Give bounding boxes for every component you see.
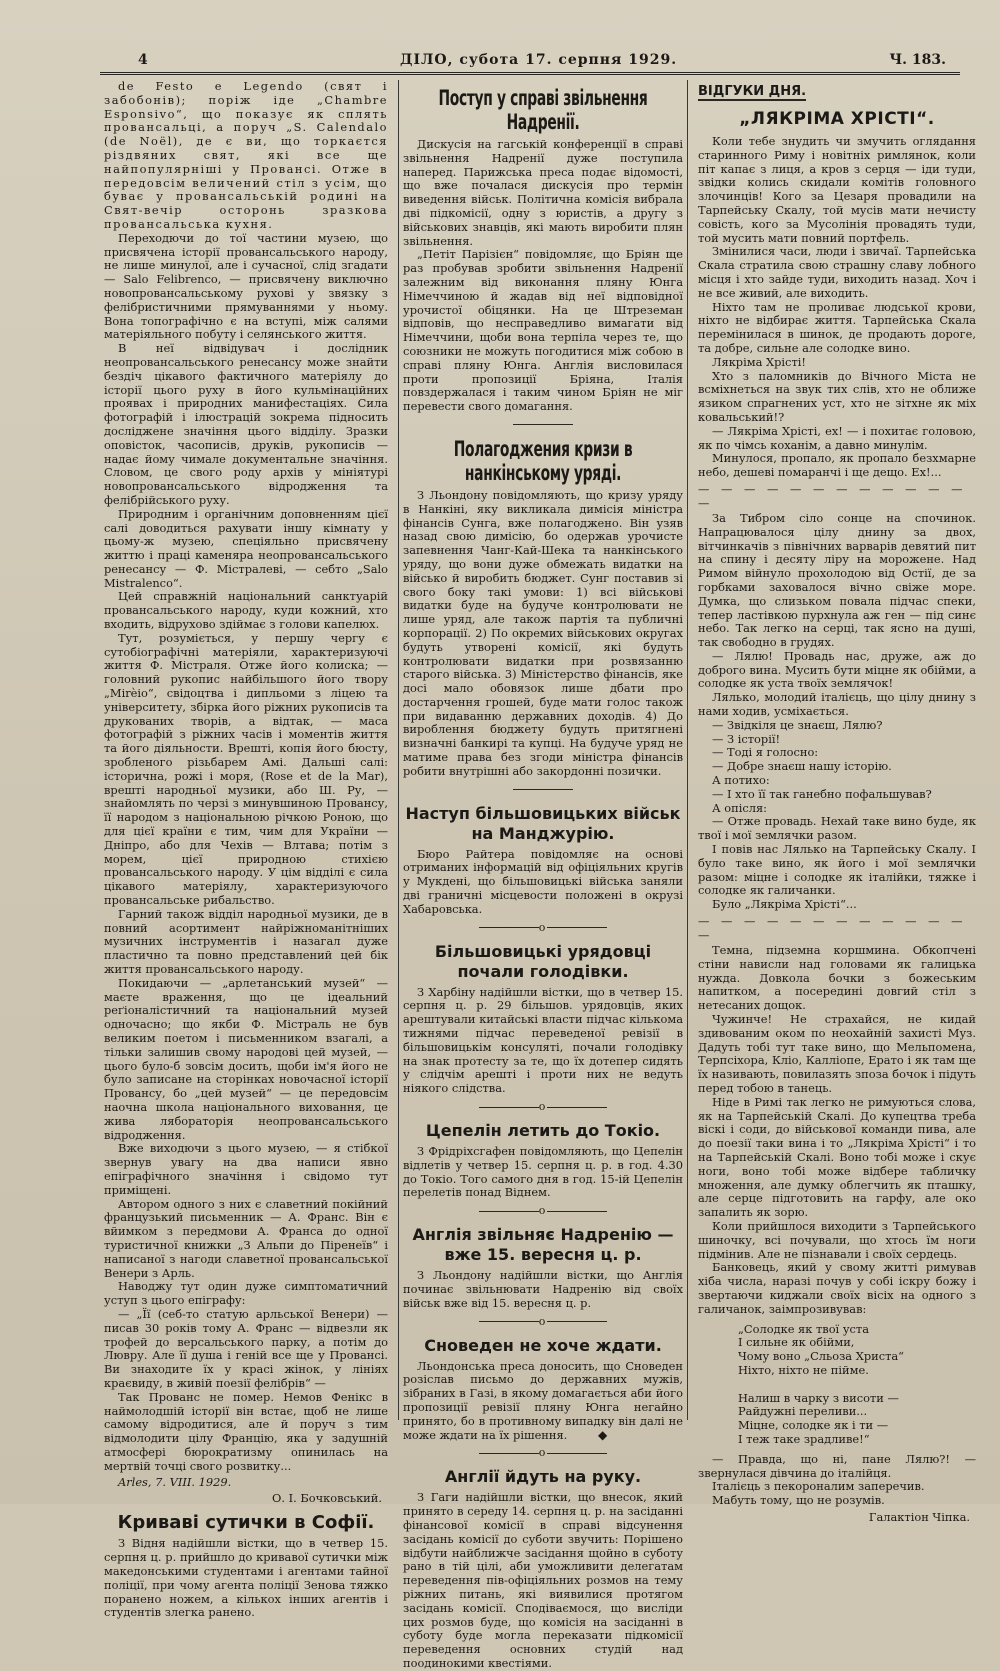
england-rhineland-article <box>403 1269 683 1310</box>
lacrima-article-part3 <box>698 944 976 1317</box>
sofia-headline: Криваві сутички в Софії. <box>117 1512 375 1534</box>
paragraph: de Festo e Legendo (свят і забобонів); поріж іде „Chambre Esponsivo“, що показує як сплять провансальці, а поруч „S. Calendalo (de Noël), де є ви, що торкаєтся різдвяних свят, які все ще найпопулярніші у Провансі. Отже в передовсім величений стіл з усім, що буває у провансальській родині на Свят-вечір осторонь зразкова провансальська кухня. <box>104 79 388 231</box>
section-divider: o <box>403 1315 683 1328</box>
section-divider: o <box>403 1100 683 1113</box>
paragraph: Цей справжній національний санктуарій провансальського народу, куди кожний, хто входить, відрухово здіймає з голови капелюх. <box>104 589 388 632</box>
paragraph: Ніхто там не проливає людської крови, ніхто не відбирає життя. Тарпейська Скала перемінилася в шинок, де продають дороге, та добре, сильне але солодке вино. <box>698 299 976 355</box>
paragraph: В неї відвідувач і дослідник неопровансальського ренесансу може знайти бездіч цікавого фактичного матеріялу до історії цього руху в його кульмінаційних проявах і природних манифестаціях. Сила фотографій і ілюстрацій зокрема підносить досліджене значіння цього відділу. Зразки оповісток, часописів, друків, рукописів — надає йому чимале документальне значіння. Словом, це свого роду архів у мініятурі новопровансальського відродження та фелібрійського руху. <box>104 341 388 507</box>
paragraph: І повів нас Лялько на Тарпейську Скалу. І було таке вино, як його і мої землячки разом: міцне і солодке як італійки, тяжке і солодке як галичанки. <box>698 842 976 898</box>
poem-line <box>738 1378 976 1392</box>
paragraph: — Тоді я голосно: <box>712 745 819 760</box>
column-middle <box>398 80 688 1670</box>
section-tag: ВІДГУКИ ДНЯ. <box>698 84 807 99</box>
lacrima-article-part2 <box>698 512 976 912</box>
paragraph: З Харбіну надійшли вістки, що в четвер 15. серпня ц. р. 29 більшов. урядовців, яких арештували китайські власти підчас кількома тижнями підчас переведеної ревізії в більшовицькім консуляті, почали голодівку на знак протесту за те, що їх дотепер сидять у слідчім арешті і проти них не ведуть ніякого слідства. <box>403 984 683 1096</box>
column-right <box>698 80 976 1524</box>
paragraph: З Льондону надійшли вістки, що Англія починає звільнювати Надренію від своїх військ вже від 15. вересня ц. р. <box>403 1268 683 1310</box>
paragraph: А потихо: <box>712 773 770 788</box>
museum-article <box>104 80 388 1473</box>
zeppelin-headline: Цепелін летить до Токіо. <box>425 1121 661 1141</box>
paragraph: Хто з паломників до Вічного Міста не всміхнеться на звук тих слів, хто не оближе язиком спрагнених уст, хто не зітхне як міх ковальський!? <box>698 368 976 424</box>
paragraph: — Добре знаєш нашу історію. <box>712 759 892 774</box>
paragraph: Змінилися часи, люди і звичаї. Тарпейська Скала стратила свою страшну славу лобного місця і хто зайде туди, виходить назад. Хоч і не все живий, але виходить. <box>698 244 976 300</box>
paragraph: — Правда, що ні, пане Лялю?! — звернулася дівчина до італійця. <box>698 1451 976 1480</box>
paragraph: Коли прийшлося виходити з Тарпейського шиночку, всі почували, що хтось їм ноги підмінив. Але не пізнавали і своїх сердець. <box>698 1218 976 1261</box>
paragraph: — Звідкіля це знаєш, Лялю? <box>712 717 883 732</box>
paragraph: Лялько, молодий італієць, що цілу днину з нами ходив, усміхається. <box>698 690 976 719</box>
paragraph: Ніде в Римі так легко не римуються слова, як на Тарпейській Скалі. До купецтва треба віскі і соди, до військової команди пива, але до поезії таки вина і то „Лякріма Хрісті“ і то на Тарпейській Скалі. Воно тобі може і скує ноги, воно тобі може відбере табличку множення, але думку облегчить як пташку, але серце підготовить на гарфу, але око запалить як зорю. <box>698 1094 976 1220</box>
lacrima-article-part4 <box>698 1453 976 1508</box>
paragraph: Італієць з пекороналим заперечив. <box>712 1479 925 1494</box>
section-divider: o <box>403 921 683 934</box>
hunger-strike-headline: Більшовицькі урядовці почали голодівки. <box>434 941 652 981</box>
masthead-title-date: ДІЛО, субота 17. серпня 1929. <box>400 52 678 68</box>
paragraph: Лякріма Хрісті! <box>712 354 806 369</box>
poem-line: Міцне, солодке як і ти — <box>738 1418 889 1433</box>
paragraph: Автором одного з них є славетний покійний французький письменник — А. Франс. Він є вйимком з передмови А. Франса до одної туристичної книжки „З Альпи до Піренеїв“ і написаної з нагоди славетної провансальської Венери з Арль. <box>104 1196 388 1280</box>
lacrima-headline: „ЛЯКРІМА ХРІСТІ“. <box>739 109 935 129</box>
section-divider: o <box>403 1446 683 1459</box>
poem-line: І сильне як обійми, <box>738 1335 855 1350</box>
manchuria-article <box>403 848 683 917</box>
poem <box>738 1323 976 1447</box>
paragraph: Вже виходючи з цього музею, — я стібкої звернув увагу на два написи явно епіграфічного значіння і свідомо тут приміщені. <box>104 1141 388 1197</box>
rhineland-headline: Поступ у справі звільнення Надренії. <box>438 86 648 134</box>
paragraph: Було „Лякріма Хрісті“... <box>712 897 857 912</box>
paragraph: Тут, розуміється, у першу чергу є сутобіографічні матеріяли, характеризуючі життя Ф. Містраля. Отже його колиска; — головний рукопис найбільшого його твору „Mirèio“, свідоцтва і дипльоми з ліцею та університету, збірка його ріжних рукописів та друкованих творів, а відтак, — маса фотографій з ріжних часів і моментів життя та його діяльности. Врешті, копія його бюсту, зробленого різьбарем Амі. Дальші салі: історична, рожі і моря, (Rose et de la Mar), врешті народньої музики, або Ш. Ру, — знайомлять по черзі з минувшиною Провансу, її народом з національною річкою Роною, що для цієї країни є тим, чим для України — Дніпро, або для Чехів — Влтава; потім з морем, цієї природною стихією провансальського народу. У цім відділі є сила цікавого матеріялу, характеризуючого провансальське рибальство. <box>104 630 388 908</box>
dash-separator: — — — — — — — — — — — — — <box>698 481 967 510</box>
dash-separator: — — — — — — — — — — — — — <box>698 914 967 943</box>
paragraph: Чужинче! Не страхайся, не кидай здивованим оком по неохайній захисті Муз. Дадуть тобі тут таке вино, що Мельпомена, Терпсіхора, Кліо, Калліопе, Ерато і як там ще їх називають, повилазять зпоза бочок і підуть перед тобою в танець. <box>698 1012 976 1095</box>
poem-line: Чому воно „Сльоза Христа“ <box>738 1349 905 1364</box>
snowden-article <box>403 1360 683 1443</box>
page-ornament: ◆ <box>598 1428 608 1442</box>
section-divider: o <box>403 1204 683 1217</box>
paragraph: Мабуть тому, що не розумів. <box>712 1493 885 1508</box>
paragraph: Дискусія на гагській конференції в справі звільнення Надренії дуже поступила наперед. Парижська преса подає відомості, що вже почалася дискусія про термін виведення військ. Політична комісія вибрала дві підкомісії, одну з юристів, а другу з військових знавців, які мають виробити плян звільнення. <box>403 137 683 248</box>
paragraph: Переходючи до тої частини музею, що присвячена історії провансальського народу, не лише минулої, але і сучасної, слід згадати — Salo Felibrenco, — присвячену виключно новопровансальському рухові у звязку з фелібристичними прямуваннями у ньому. Вона топографічно є на вступі, між салями матеріяльного побуту і селянського життя. <box>104 230 388 342</box>
author-signature: Галактіон Чіпка. <box>868 1509 970 1524</box>
paragraph: Наводжу тут один дуже симптоматичний уступ з цього епіграфу: <box>104 1279 388 1308</box>
poem-line: Райдужні переливи... <box>738 1404 868 1419</box>
paragraph: — Лялю! Провадь нас, дружe, аж до доброго вина. Мусить бути міцне як обійми, а солодке як уста твоїх землячок! <box>698 648 976 691</box>
paragraph: З Гаги надійшли вістки, що внесок, який принято в середу 14. серпня ц. р. на засіданні фінансової комісії в справі відсунення засідань комісії до суботи звучить: Порішено відбути найближче засідання щойно в суботу рано в тій цілі, аби уможливити делегатам переведення пів-офіціяльних розмов на тему ріжних питань, які виявилися протягом засідань комісії. Сподіваємося, що висліди цих розмов буде, що комісія на засіданні в суботу буде могла переказати підкомісії переведення основних студій над поодинокими квестіями. <box>403 1490 683 1670</box>
column-left <box>104 79 388 1620</box>
paragraph: За Тибром сіло сонце на спочинок. Напрацювалося цілу днину за двох, вітчинкачів з північних варварів девятий пит на спину і десяту ліру на морожене. Над Римом війнуло прохолодою від Остії, де за горбками заховалося вічно свіже море. Думка, що слизьком повала підчас спеки, тепер ластівкою пурхнула аж ген — під синє небо. Так легко на серці, так ясно на душі, так свободно в грудях. <box>698 510 976 650</box>
england-rhineland-headline: Англія звільняє Надренію — вже 15. вересня ц. р. <box>412 1225 674 1265</box>
paragraph: — Лякріма Хрісті, ех! — і похитає головою, як по чімсь коханім, а давно минулім. <box>698 423 976 452</box>
section-divider <box>403 783 683 796</box>
paragraph: Банковець, який у свому житті римував хіба числа, наразі почув у собі іскру божу і звертаючи киджали своїх вісіх на одного з галичанок, заімпрозивував: <box>698 1260 976 1316</box>
england-support-article <box>403 1491 683 1670</box>
zeppelin-article <box>403 1145 683 1200</box>
manchuria-headline: Наступ більшовицьких військ на Манджурію. <box>405 803 681 843</box>
dateline: Arles, 7. VIII. 1929. <box>118 1475 232 1490</box>
sofia-article <box>104 1537 388 1620</box>
paragraph: — З історії! <box>712 731 781 746</box>
paragraph: Минулося, пропало, як пропало безхмарне небо, дешеві помаранчі і ще дещо. Ех!... <box>698 451 976 480</box>
poem-line: Ніхто, ніхто не пійме. <box>738 1362 869 1377</box>
paragraph: А опісля: <box>712 800 767 815</box>
paragraph: — Отже провадь. Нехай таке вино буде, як твої і мої землячки разом. <box>698 814 976 843</box>
author-signature: О. І. Бочковський. <box>272 1491 382 1506</box>
paragraph: З Відня надійшли вістки, що в четвер 15. серпня ц. р. прийшло до кривавої сутички між македонськими студентами і агентами тайної поліції, при чому агента поліції Зенова тяжко поранено ножем, а кількох інших агентів і студентів злегка ранено. <box>104 1536 388 1620</box>
paragraph: Гарний також відділ народньої музики, де в повний асортимент найріжноманітніших музичних інструментів і назагал дуже пластично та повно представлений цей бік життя провансальського народу. <box>104 906 388 976</box>
poem-line: „Солодке як твої уста <box>738 1321 869 1336</box>
paragraph: Бюро Райтера повідомляє на основі отриманих інформацій від офіціяльних кругів у Мукдені, що більшовицькі війська заняли дві граничні місцевости положені в окрузі Хабаровська. <box>403 846 683 916</box>
nanking-article <box>403 489 683 779</box>
section-divider <box>403 418 683 431</box>
paragraph: Темна, підземна коршмина. Обкопчені стіни нависли над головами як галицька нужда. Довкола бочки з божеським напитком, а посередині довгий стіл з нетесаних дощок. <box>698 943 976 1013</box>
paragraph: Природним і органічним доповненням цієї салі доводиться рахувати іншу кімнату у цьому-ж музею, спеціяльно присвячену життю і праці каменяра неопровансальського ренесансу — Ф. Містралеві, — себто „Salo Mistralenco“. <box>104 506 388 590</box>
hunger-strike-article <box>403 986 683 1096</box>
issue-number: Ч. 183. <box>889 52 946 68</box>
rhineland-article <box>403 138 683 414</box>
paragraph: — „Її (себ-то статую арльської Венери) — писав 30 років тому А. Франс — відвезли як трофей до версальського парку, а потім до Лювру. Але її душа і геній все ще у Провансі. Ви знаходите їх у красі жінок, у лініях краєвиду, в живій поезії фелібрів“ — <box>104 1306 388 1390</box>
masthead <box>100 50 960 75</box>
lacrima-article-part1 <box>698 135 976 480</box>
poem-line: І теж таке зрадливе!“ <box>738 1431 870 1446</box>
paragraph: З Фрідріхсгафен повідомляють, що Цепелін відлетів у четвер 15. серпня ц. р. в год. 4.30 до Токіо. Того самого дня в год. 15-ій Цепелін перелетів понад Віднем. <box>403 1144 683 1200</box>
paragraph: — І хто її так ганебно пофальшував? <box>712 786 932 801</box>
nanking-headline: Полагоджения кризи в нанкінському уряді. <box>453 436 633 485</box>
paragraph: З Льондону повідомляють, що кризу уряду в Нанкіні, яку викликала димісія міністра фінансів Сунга, вже полагоджено. Він узяв назад свою димісію, бо одержав урочисте запевнення Чанг-Кай-Шека та нанкінського уряду, що вони дуже обмежать видатки на військо й виробить бюджет. Сунг поставив зі свого боку такі умови: 1) всі військові видатки буде на будуче контролювати не лише уряд, але також партія та публичні корпорації. 2) По окремих військових округах будуть утворені комісії, які будуть контролювати видатки при розвязанню старого війська. 3) Міністерство фінансів, яке досі мало обовязок лише дбати про достарчення грошей, буде мати голос також при видаванню державних доходів. 4) До вироблення бюджету будуть притягнені визначні банкирі та купці. На будуче уряд не матиме права без згоди міністра фінансів робити внутрішні або закордонні позички. <box>403 487 683 778</box>
paragraph: Коли тебе знудить чи змучить оглядання старинного Риму і новітніх римлянок, коли піт капає з лиця, а кров з серця — іди туди, звідки колись скидали комітів головного злочинців! Кого за Цезаря провадили на Тарпейську Скалу, той мусів мати нечисту совість, кого за Мусолінія провадять туди, той мусить мати повний портфель. <box>698 134 976 245</box>
paragraph: Так Прованс не помер. Немов Фенікс в наймолодшій історії він встає, щоб не лише самому відродитися, але й поруч з тим відмолодити цілу Францію, яка у задушній атмосфері бюрократизму опинилась на мертвій точці свого розвитку... <box>104 1389 388 1473</box>
page-number: 4 <box>138 52 148 68</box>
poem-line: Налиш в чарку з висоти — <box>738 1390 899 1405</box>
snowden-headline: Сноведен не хоче ждати. <box>424 1335 662 1355</box>
paragraph: Покидаючи — „арлетанський музей“ — маєте враження, що це ідеальний реґіоналістичний та національний музей одночасно; що якби Ф. Містраль не був великим поетом і письменником взагалі, а тільки залишив свому народові цей музей, — цього було-б зовсім досить, щоби ім'я його не було записане на сторінках новочасної історії Провансу, бо „цей музей“ — це передовсім наочна школа національного виховання, це жива лябораторія неопровансальського відродження. <box>104 975 388 1142</box>
paragraph: Льондонська преса доносить, що Сноведен розіслав письмо до державних мужів, зібраних в Газі, в якому домагається аби його пропозиції ревізії пляну Юнга негайно принято, бо в противному випадку він далі не може ждати на їх рішення. <box>403 1358 683 1442</box>
england-support-headline: Англії йдуть на руку. <box>444 1467 642 1487</box>
paragraph: „Петіт Парізієн“ повідомляє, що Бріян ще раз пробував зробити звільнення Надренії залежним від виконання пляну Юнга Німеччиною й жадав від неї відповідної урочистої обіцянки. На це Штреземан відповів, що несправедливо вимагати від Німеччини, щоби вона терпіла через те, що союзники не можуть погодитися між собою в справі пляну Юнга. Англія висловилася проти пропозиції Бріяна, Італія повздержалася і таким чином Бріян не міг перевести свого домагання. <box>403 247 683 414</box>
